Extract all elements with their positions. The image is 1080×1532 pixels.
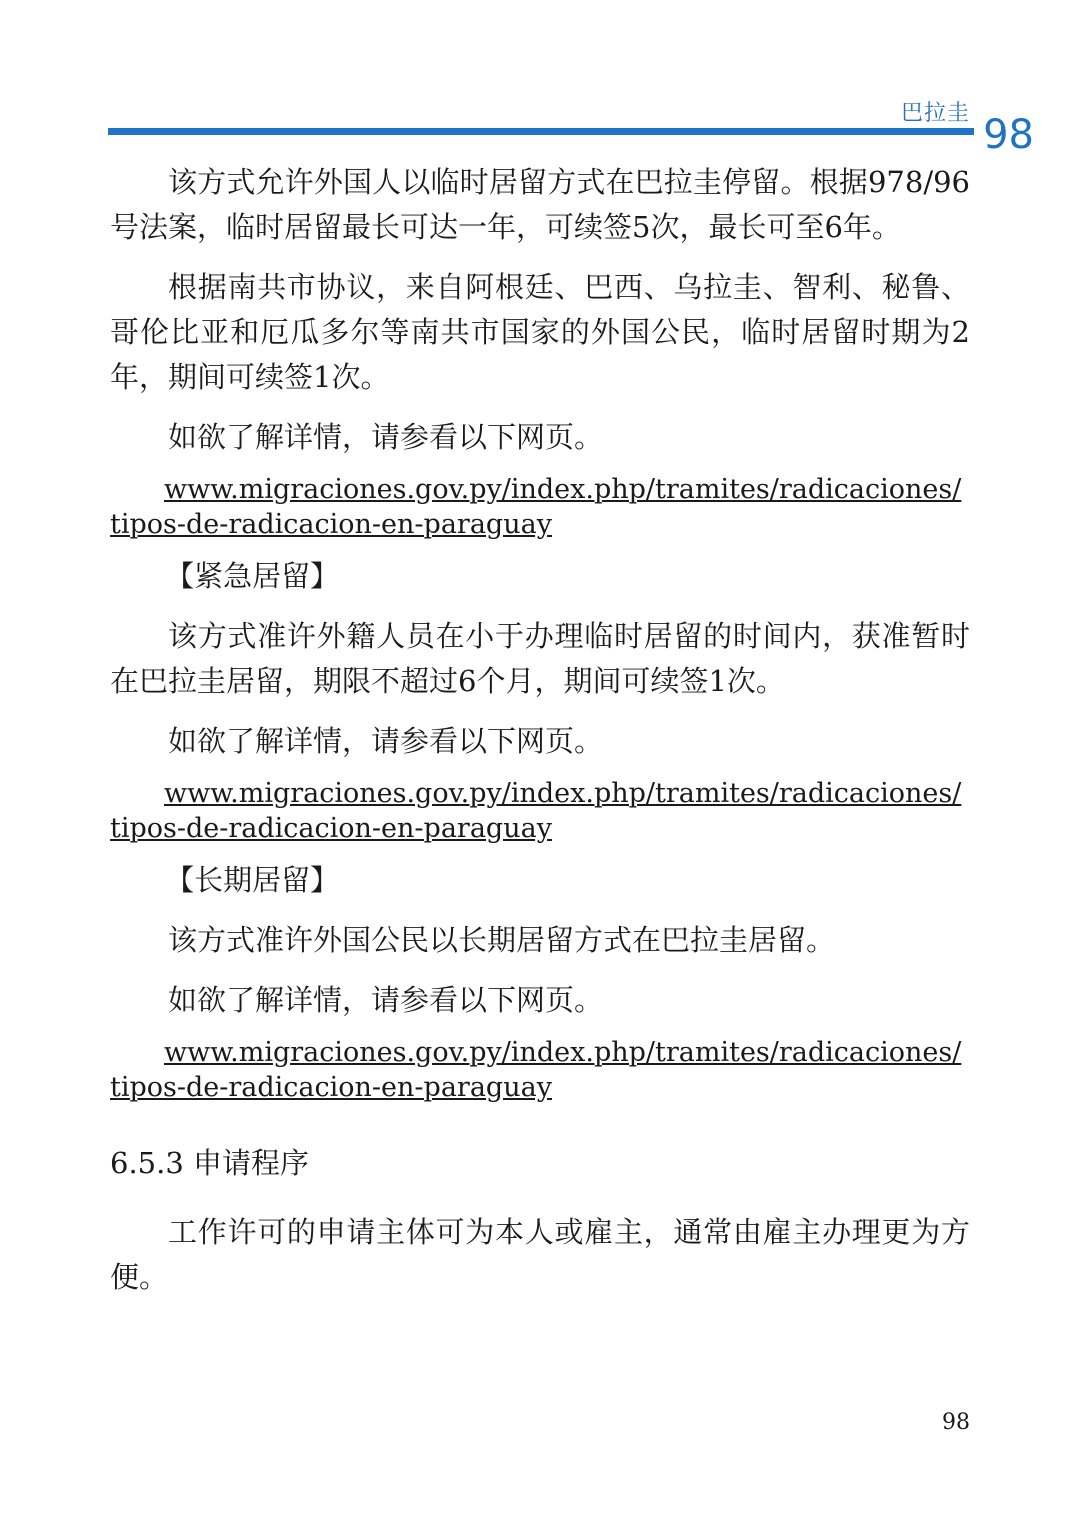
footer-page-number: 98	[942, 1410, 970, 1435]
page-body	[110, 160, 970, 1300]
link-radicacion-3[interactable]: www.migraciones.gov.py/index.php/tramites/radicaciones/tipos-de-radicacion-en-paraguay	[110, 1037, 962, 1103]
heading-permanent-residence: 【长期居留】	[165, 863, 340, 897]
running-header-title: 巴拉圭	[900, 101, 970, 126]
paragraph-see-webpage: 如欲了解详情，请参看以下网页。	[168, 420, 604, 454]
paragraph-temporary-residence: 该方式允许外国人以临时居留方式在巴拉圭停留。根据978/96号法案，临时居留最长可达一年，可续签5次，最长可至6年。	[110, 165, 970, 244]
link-radicacion-2[interactable]: www.migraciones.gov.py/index.php/tramites/radicaciones/tipos-de-radicacion-en-paraguay	[110, 778, 962, 844]
paragraph-emergency-residence: 该方式准许外籍人员在小于办理临时居留的时间内，获准暂时在巴拉圭居留，期限不超过6个月，期间可续签1次。	[110, 619, 970, 698]
paragraph-see-webpage: 如欲了解详情，请参看以下网页。	[168, 724, 604, 758]
heading-emergency-residence: 【紧急居留】	[165, 559, 340, 593]
paragraph-work-permit: 工作许可的申请主体可为本人或雇主，通常由雇主办理更为方便。	[110, 1215, 970, 1294]
header-page-number: 98	[983, 112, 1034, 158]
section-title-application-procedure: 6.5.3 申请程序	[110, 1146, 310, 1180]
header-rule	[108, 128, 974, 135]
paragraph-permanent-residence: 该方式准许外国公民以长期居留方式在巴拉圭居留。	[168, 923, 836, 957]
paragraph-mercosur: 根据南共市协议，来自阿根廷、巴西、乌拉圭、智利、秘鲁、哥伦比亚和厄瓜多尔等南共市国家的外国公民，临时居留时期为2年，期间可续签1次。	[110, 270, 970, 394]
paragraph-see-webpage: 如欲了解详情，请参看以下网页。	[168, 983, 604, 1017]
link-radicacion-1[interactable]: www.migraciones.gov.py/index.php/tramites/radicaciones/tipos-de-radicacion-en-paraguay	[110, 474, 962, 540]
